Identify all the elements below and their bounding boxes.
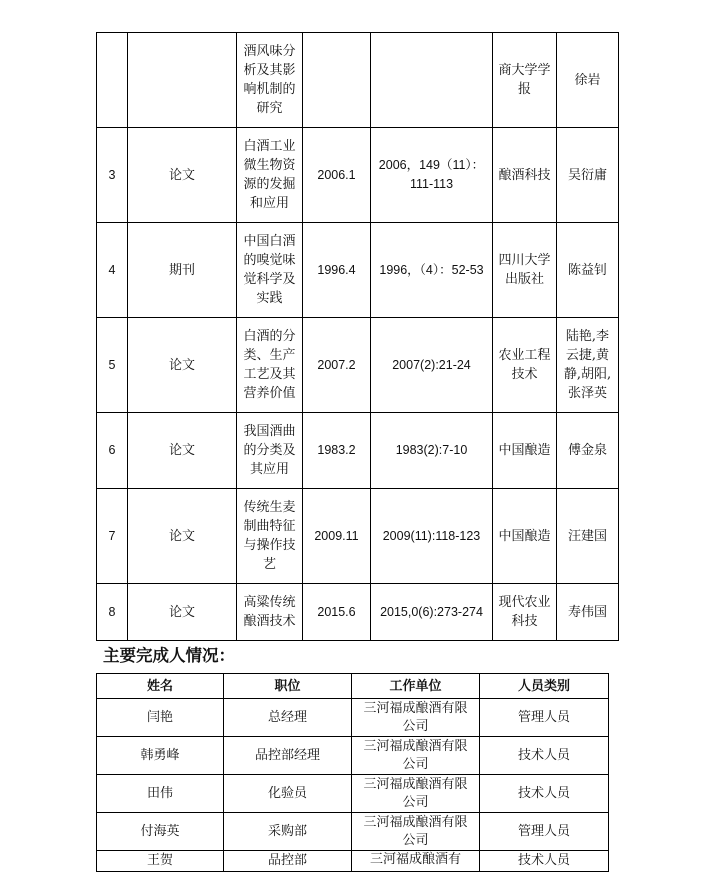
row-date: 2015.6 [303, 584, 371, 641]
people-table [96, 673, 609, 872]
row-title: 中国白酒的嗅觉味觉科学及实践 [237, 223, 303, 318]
publications-table [96, 32, 619, 641]
row-author: 傅金泉 [557, 413, 619, 489]
row-volume: 2007(2):21-24 [371, 318, 493, 413]
table-row [97, 813, 609, 851]
row-type [128, 33, 237, 128]
row-type: 论文 [128, 584, 237, 641]
person-unit: 三河福成酿酒有限公司 [352, 775, 480, 813]
row-volume [371, 33, 493, 128]
table-row [97, 413, 619, 489]
row-type: 论文 [128, 489, 237, 584]
row-volume: 2009(11):118-123 [371, 489, 493, 584]
header-row [97, 674, 609, 699]
column-header-position: 职位 [224, 674, 352, 699]
row-volume: 1996，（4）：52-53 [371, 223, 493, 318]
table-row [97, 489, 619, 584]
row-number: 8 [97, 584, 128, 641]
row-type: 论文 [128, 413, 237, 489]
row-number: 7 [97, 489, 128, 584]
row-date [303, 33, 371, 128]
row-volume: 1983(2):7-10 [371, 413, 493, 489]
row-journal: 酿酒科技 [493, 128, 557, 223]
row-date: 2007.2 [303, 318, 371, 413]
row-title: 白酒的分类、生产工艺及其营养价值 [237, 318, 303, 413]
row-title: 传统生麦制曲特征与操作技艺 [237, 489, 303, 584]
table-row [97, 33, 619, 128]
row-author: 徐岩 [557, 33, 619, 128]
table-row [97, 128, 619, 223]
row-type: 论文 [128, 318, 237, 413]
column-header-name: 姓名 [97, 674, 224, 699]
person-name: 王贺 [97, 851, 224, 872]
person-unit: 三河福成酿酒有限公司 [352, 813, 480, 851]
table-row [97, 584, 619, 641]
person-position: 品控部 [224, 851, 352, 872]
row-number [97, 33, 128, 128]
column-header-category: 人员类别 [480, 674, 609, 699]
row-number: 6 [97, 413, 128, 489]
table-row [97, 223, 619, 318]
column-header-unit: 工作单位 [352, 674, 480, 699]
person-position: 化验员 [224, 775, 352, 813]
row-date: 2006.1 [303, 128, 371, 223]
row-title: 白酒工业微生物资源的发掘和应用 [237, 128, 303, 223]
person-category: 技术人员 [480, 737, 609, 775]
person-position: 采购部 [224, 813, 352, 851]
row-author: 汪建国 [557, 489, 619, 584]
person-position: 品控部经理 [224, 737, 352, 775]
row-journal: 农业工程技术 [493, 318, 557, 413]
table-row [97, 318, 619, 413]
row-title: 高粱传统酿酒技术 [237, 584, 303, 641]
row-journal: 中国酿造 [493, 489, 557, 584]
table-row [97, 737, 609, 775]
row-title: 酒风味分析及其影响机制的研究 [237, 33, 303, 128]
person-category: 管理人员 [480, 813, 609, 851]
row-author: 陆艳,李云捷,黄静,胡阳,张泽英 [557, 318, 619, 413]
person-category: 技术人员 [480, 775, 609, 813]
person-unit: 三河福成酿酒有限公司 [352, 699, 480, 737]
table-row [97, 775, 609, 813]
person-unit: 三河福成酿酒有 [352, 851, 480, 872]
row-date: 1983.2 [303, 413, 371, 489]
person-position: 总经理 [224, 699, 352, 737]
row-author: 寿伟国 [557, 584, 619, 641]
row-volume: 2015,0(6):273-274 [371, 584, 493, 641]
person-name: 田伟 [97, 775, 224, 813]
row-journal: 四川大学出版社 [493, 223, 557, 318]
row-date: 2009.11 [303, 489, 371, 584]
row-journal: 商大学学报 [493, 33, 557, 128]
section-title: 主要完成人情况： [103, 646, 235, 665]
row-journal: 中国酿造 [493, 413, 557, 489]
row-date: 1996.4 [303, 223, 371, 318]
row-type: 期刊 [128, 223, 237, 318]
row-number: 3 [97, 128, 128, 223]
person-name: 付海英 [97, 813, 224, 851]
person-name: 闫艳 [97, 699, 224, 737]
table-row [97, 699, 609, 737]
row-journal: 现代农业科技 [493, 584, 557, 641]
row-number: 4 [97, 223, 128, 318]
row-volume: 2006，149（11）：111-113 [371, 128, 493, 223]
person-category: 技术人员 [480, 851, 609, 872]
row-author: 吴衍庸 [557, 128, 619, 223]
row-author: 陈益钊 [557, 223, 619, 318]
person-unit: 三河福成酿酒有限公司 [352, 737, 480, 775]
row-number: 5 [97, 318, 128, 413]
person-category: 管理人员 [480, 699, 609, 737]
row-type: 论文 [128, 128, 237, 223]
table-row [97, 851, 609, 872]
row-title: 我国酒曲的分类及其应用 [237, 413, 303, 489]
person-name: 韩勇峰 [97, 737, 224, 775]
